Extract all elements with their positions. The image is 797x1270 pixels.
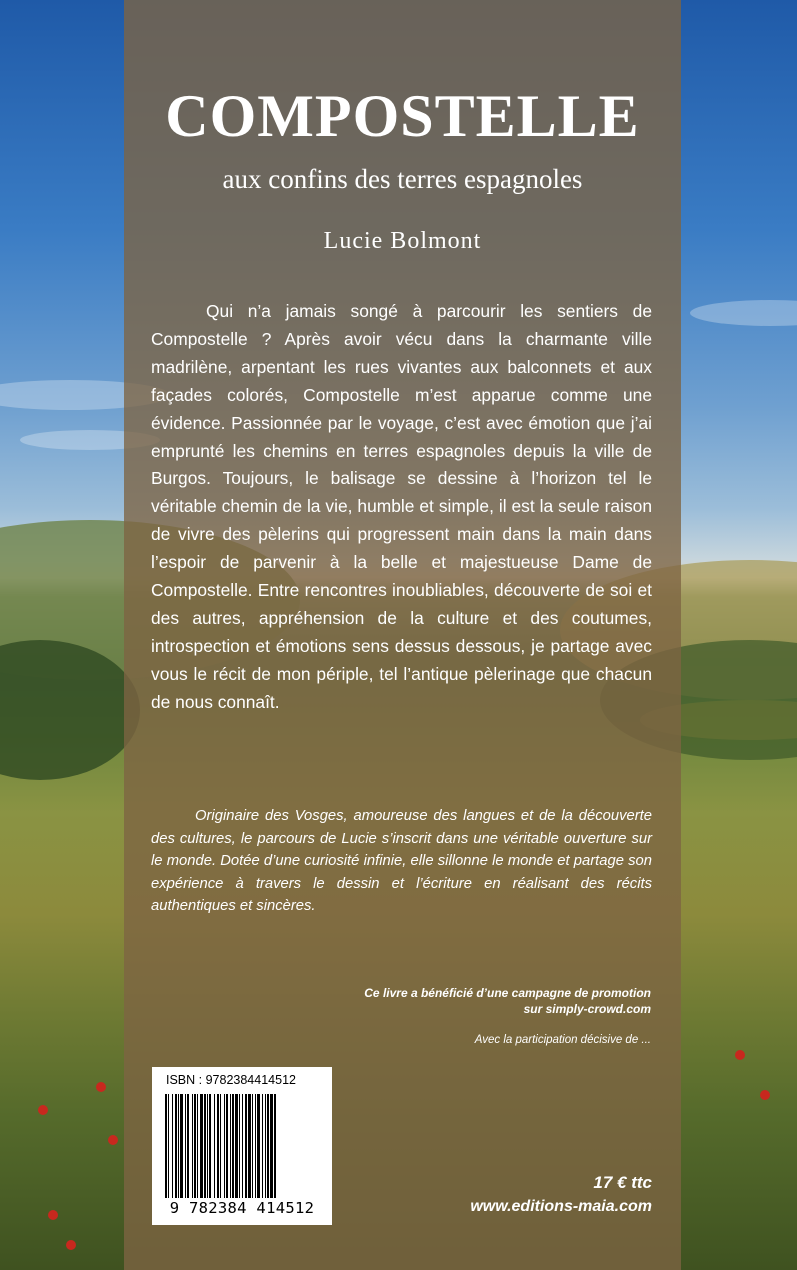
barcode-bar	[230, 1094, 231, 1198]
barcode-bar	[262, 1094, 263, 1198]
poppy-flower	[48, 1210, 58, 1220]
barcode-bar	[194, 1094, 196, 1198]
barcode-bar	[224, 1094, 225, 1198]
book-summary: Qui n’a jamais songé à parcourir les sentiers de Compostelle ? Après avoir vécu dans la charmante ville madrilène, arpentant les rues vivantes aux balconnets et aux façades colorés, Compostelle m’est apparue comme une évidence. Passionnée par le voyage, c’est avec émotion que j’ai emprunté les chemins en terres espagnoles depuis la ville de Burgos. Toujours, le balisage se dessine à l’horizon tel le véritable chemin de la vie, humble et simple, il est la seule raison de vivre des pèlerins qui progressent main dans la main dans l’espoir de parvenir à la belle et majestueuse Dame de Compostelle. Entre rencontres inoubliables, découverte de soi et des autres, appréhension de la culture et des coutumes, introspection et émotions sens dessus dessous, je partage avec vous le récit de mon périple, tel l’antique pèlerinage que chacun de nous connaît.	[151, 301, 652, 712]
promotion-site: sur simply-crowd.com	[523, 1002, 651, 1016]
barcode-bar	[197, 1094, 198, 1198]
poppy-flower	[108, 1135, 118, 1145]
barcode-bar	[270, 1094, 273, 1198]
barcode-bar	[217, 1094, 219, 1198]
poppy-flower	[66, 1240, 76, 1250]
barcode-bar	[172, 1094, 173, 1198]
author-name: Lucie Bolmont	[323, 228, 482, 254]
barcode-bar	[274, 1094, 276, 1198]
barcode-bar	[180, 1094, 183, 1198]
poppy-flower	[38, 1105, 48, 1115]
poppy-flower	[760, 1090, 770, 1100]
publisher-website: www.editions-maia.com	[470, 1198, 652, 1215]
book-subtitle: aux confins des terres espagnoles	[222, 164, 583, 194]
barcode-bar	[265, 1094, 266, 1198]
barcode-bar	[239, 1094, 240, 1198]
barcode-bar	[226, 1094, 228, 1198]
barcode-bar	[209, 1094, 211, 1198]
author-bio: Originaire des Vosges, amoureuse des langues et de la découverte des cultures, le parcours de Lucie s’inscrit dans une véritable ouverture sur le monde. Dotée d’une curiosité infinie, elle sillonne le monde et partage son expérience à travers le dessin et l’écriture en réalisant des récits authentiques et sincères.	[151, 808, 652, 914]
barcode-bar	[242, 1094, 243, 1198]
barcode-graphic	[165, 1094, 319, 1198]
barcode-bar	[187, 1094, 189, 1198]
barcode-bar	[165, 1094, 167, 1198]
barcode-bar	[185, 1094, 186, 1198]
barcode-bar	[252, 1094, 253, 1198]
isbn-barcode-box	[152, 1067, 332, 1225]
isbn-label: ISBN : 9782384414512	[166, 1073, 296, 1087]
isbn-digits: 9 782384 414512	[169, 1199, 315, 1217]
barcode-bar	[168, 1094, 169, 1198]
promotion-line: Ce livre a bénéficié d’une campagne de promotion	[364, 986, 651, 1000]
barcode-bar	[214, 1094, 215, 1198]
barcode-bar	[248, 1094, 251, 1198]
cloud	[690, 300, 797, 326]
promotion-note	[300, 985, 651, 1017]
price: 17 € ttc	[593, 1173, 652, 1192]
poppy-flower	[735, 1050, 745, 1060]
barcode-bar	[255, 1094, 256, 1198]
participation-note: Avec la participation décisive de ...	[474, 1034, 651, 1046]
barcode-bar	[200, 1094, 203, 1198]
poppy-flower	[96, 1082, 106, 1092]
barcode-bar	[245, 1094, 247, 1198]
barcode-bar	[232, 1094, 234, 1198]
book-title: COMPOSTELLE	[165, 83, 640, 149]
barcode-bar	[204, 1094, 206, 1198]
barcode-bar	[178, 1094, 179, 1198]
barcode-bar	[220, 1094, 221, 1198]
barcode-bar	[207, 1094, 208, 1198]
barcode-bar	[267, 1094, 269, 1198]
barcode-bar	[235, 1094, 238, 1198]
barcode-bar	[175, 1094, 177, 1198]
barcode-bar	[192, 1094, 193, 1198]
barcode-bar	[257, 1094, 260, 1198]
